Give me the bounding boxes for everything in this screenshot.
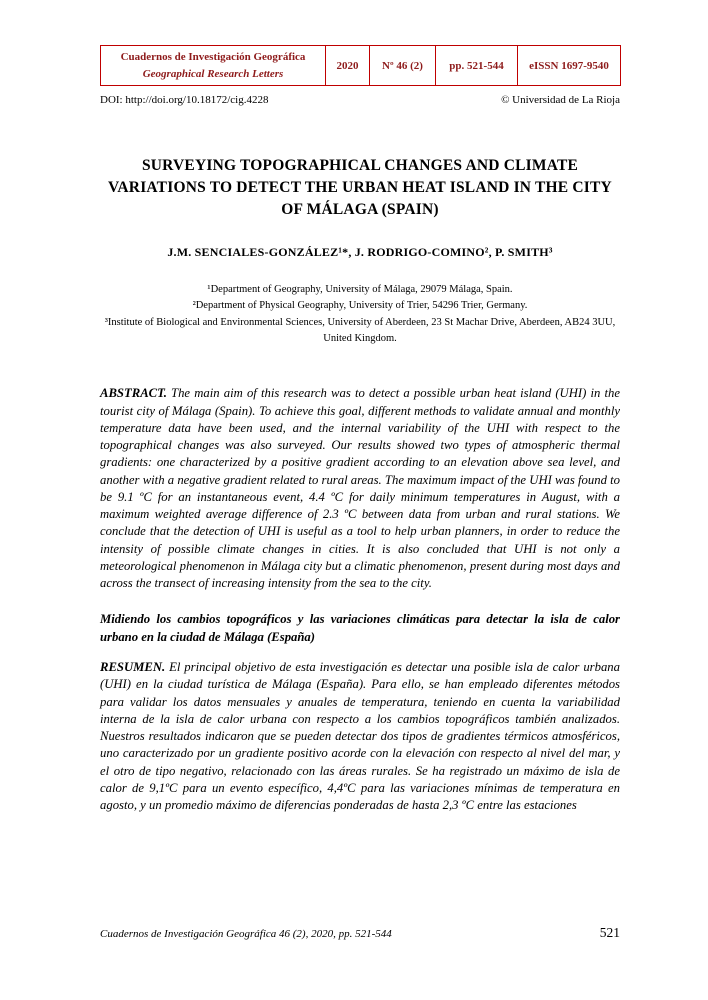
resumen-text: El principal objetivo de esta investigación es detectar una posible isla de calor urbana (UHI) en la ciudad turística de Málaga (España). Para ello, se han empleado diferentes métodos para validar los datos mensuales y anuales de temperatura, teniendo en cuenta la variabilidad interna de la isla de calor urbana con respecto a los cambios topográficos también analizados. Nuestros resultados indicaron que se pueden detectar dos tipos de gradientes térmicos atmosféricos, uno caracterizado por un gradiente positivo acorde con la elevación con respecto al nivel del mar, y el otro de tipo negativo, relacionado con las áreas rurales. Se ha registrado un máximo de isla de calor de 9,1ºC para un evento específico, 4,4ºC para las variaciones mínimas de temperatura en agosto, y un promedio máximo de diferencias ponderadas de hasta 2,3 ºC entre las estaciones [100,659,620,813]
affiliations-block [100,282,620,347]
affiliation-3: ³Institute of Biological and Environmental Sciences, University of Aberdeen, 23 St Machar Drive, Aberdeen, AB24 3UU, United Kingdom. [104,316,616,344]
article-title: SURVEYING TOPOGRAPHICAL CHANGES AND CLIMATE VARIATIONS TO DETECT THE URBAN HEAT ISLAND IN THE CITY OF MÁLAGA (SPAIN) [108,157,612,219]
spanish-title: Midiendo los cambios topográficos y las variaciones climáticas para detectar la isla de calor urbano en la ciudad de Málaga (España) [100,612,620,644]
issue-cell: Nº 46 (2) [370,46,436,86]
resumen-label: RESUMEN. [100,659,166,674]
journal-masthead-table [100,45,621,86]
year-cell: 2020 [326,46,370,86]
authors-line: J.M. SENCIALES-GONZÁLEZ¹*, J. RODRIGO-COMINO², P. SMITH³ [167,245,553,260]
resumen-paragraph [100,659,620,814]
eissn-cell: eISSN 1697-9540 [518,46,621,86]
abstract-label: ABSTRACT. [100,386,167,401]
masthead-row [101,46,621,86]
footer-citation: Cuadernos de Investigación Geográfica 46 (2), 2020, pp. 521-544 [100,928,392,940]
page-content [100,45,620,814]
affiliation-2: ²Department of Physical Geography, University of Trier, 54296 Trier, Germany. [192,300,528,312]
doi-copyright-row [100,94,620,107]
doi-text: DOI: http://doi.org/10.18172/cig.4228 [100,94,269,106]
journal-name-cell [101,46,326,86]
affiliation-1: ¹Department of Geography, University of Málaga, 29079 Málaga, Spain. [207,284,513,296]
page-footer [100,925,620,941]
page-number: 521 [599,925,620,940]
abstract-paragraph [100,385,620,592]
journal-subtitle: Geographical Research Letters [142,67,284,80]
journal-title: Cuadernos de Investigación Geográfica [120,51,306,63]
abstract-text: The main aim of this research was to detect a possible urban heat island (UHI) in the tourist city of Málaga (Spain). To achieve this goal, different methods to validate annual and monthly temperature data have been used, and the internal variability of the UHI with respect to the topographical changes was also surveyed. Our results showed two types of atmospheric thermal gradients: one characterized by a positive gradient according to an elevation above sea level, and another with a negative gradient related to rural areas. The maximum impact of the UHI was found to be 9.1 ºC for an instantaneous event, 4.4 ºC for daily minimum temperatures in August, with a maximum weighted average difference of 2.3 ºC between data from urban and rural stations. We conclude that the detection of UHI is useful as a tool to help urban planners, in order to reduce the intensity of possible climate changes in cities. It is also concluded that UHI is not only a meteorological phenomenon in Málaga city but a climatic phenomenon, present during most days and across the transect of increasing intensity from the sea to the city. [100,386,620,591]
copyright-text: © Universidad de La Rioja [501,94,620,106]
pages-cell: pp. 521-544 [436,46,518,86]
